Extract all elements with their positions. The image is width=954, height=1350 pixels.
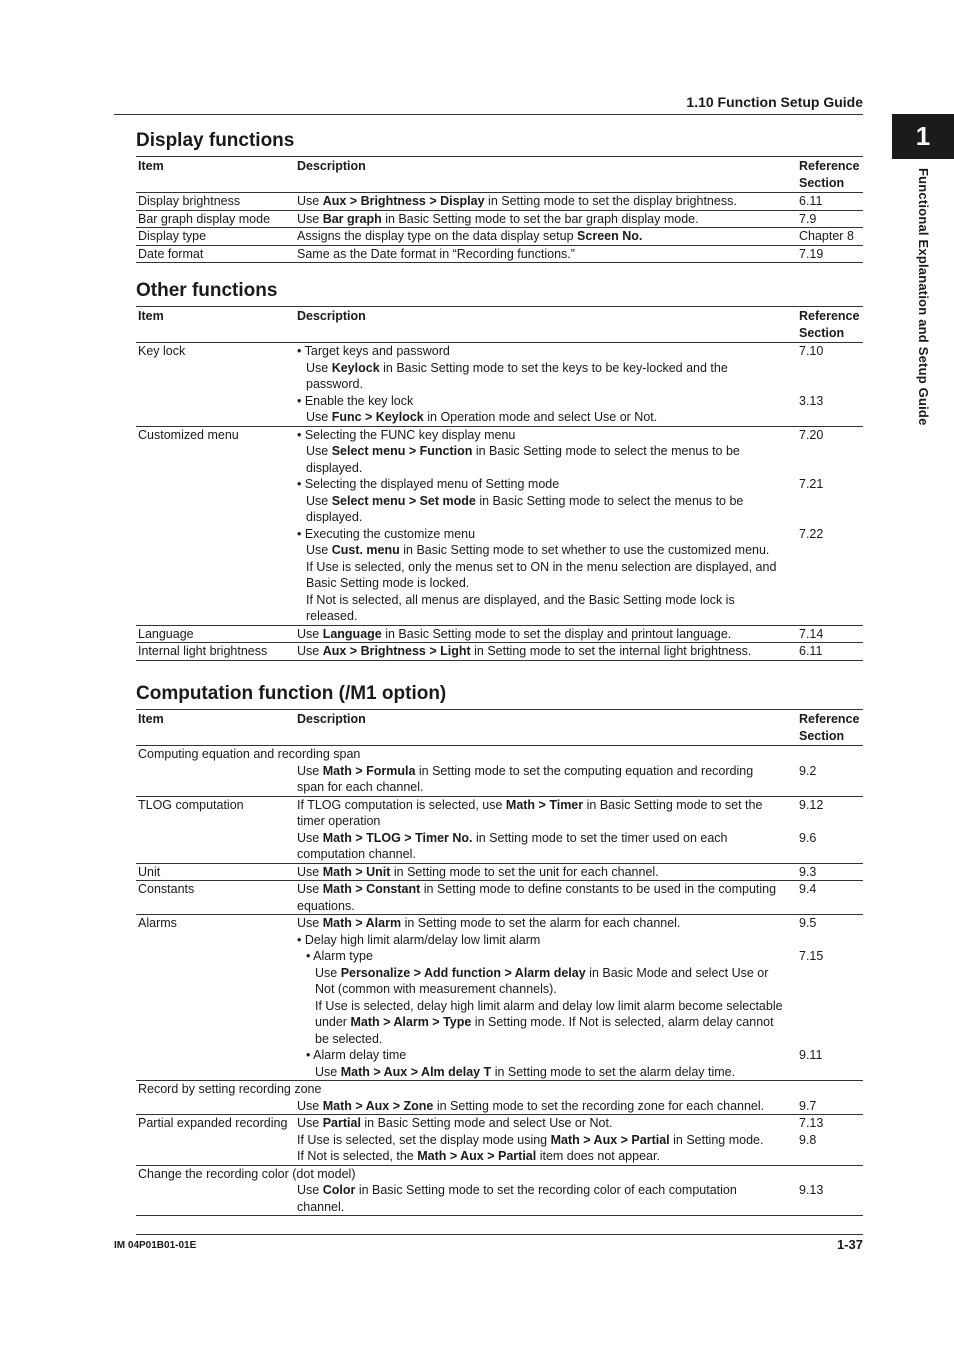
table-row: [136, 1182, 863, 1199]
table-row: [136, 643, 863, 661]
table-row: [136, 1132, 863, 1149]
row-description: [295, 643, 797, 661]
row-description: [295, 526, 797, 543]
function-table: [136, 306, 863, 661]
table-row: [136, 625, 863, 643]
description-line: Assigns the display type on the data display setup Screen No.: [297, 229, 643, 243]
column-header-reference: [797, 307, 863, 343]
function-table: [136, 156, 863, 263]
row-item: Change the recording color (dot model): [138, 1166, 356, 1181]
row-reference: [797, 1031, 863, 1048]
column-header-description: Description: [295, 157, 797, 193]
row-reference: 3.13: [799, 393, 824, 408]
column-header-reference-line2: Section: [799, 728, 845, 743]
table-row: [136, 796, 863, 813]
row-description: [295, 575, 797, 592]
column-header-reference-line2: Section: [799, 175, 845, 190]
row-item: [136, 542, 295, 559]
row-reference: 9.5: [799, 916, 817, 930]
description-line: computation channel.: [297, 847, 416, 861]
chapter-tab: 1: [892, 114, 954, 159]
table-row: [136, 1031, 863, 1048]
description-line: Use Cust. menu in Basic Setting mode to set whether to use the customized menu.: [306, 543, 770, 557]
row-reference: [797, 575, 863, 592]
row-reference: 7.10: [799, 344, 824, 358]
row-description: [295, 846, 797, 863]
row-reference: Chapter 8: [797, 228, 863, 246]
row-reference: [797, 846, 863, 863]
table-row: [136, 443, 863, 460]
row-item: [136, 830, 295, 847]
row-item: [136, 526, 295, 543]
table-row: [136, 1064, 863, 1081]
row-item: [136, 393, 295, 410]
description-line: Use Aux > Brightness > Light in Setting mode to set the internal light brightness.: [297, 644, 752, 658]
row-description: [295, 881, 797, 898]
row-reference: 9.2: [799, 763, 817, 778]
description-line: Use Keylock in Basic Setting mode to set the keys to be key-locked and the: [306, 360, 728, 375]
table-row: [136, 1199, 863, 1216]
table-row: [136, 476, 863, 493]
row-reference: 9.6: [799, 830, 817, 845]
row-item: [136, 998, 295, 1015]
row-reference: [797, 509, 863, 526]
description-line: If Use is selected, delay high limit alarm and delay low limit alarm become selectable: [315, 998, 783, 1013]
row-item: [136, 360, 295, 377]
row-item: [136, 932, 295, 949]
table-row: [136, 592, 863, 609]
row-reference: 9.8: [799, 1132, 817, 1147]
row-description: [295, 426, 797, 443]
section-title: Computation function (/M1 option): [136, 683, 447, 704]
row-item: [136, 948, 295, 965]
row-description: [295, 493, 797, 510]
description-line: • Selecting the displayed menu of Setting mode: [297, 477, 560, 491]
column-header-reference: [797, 710, 863, 746]
row-reference: [797, 965, 863, 982]
row-item: [136, 1132, 295, 1149]
column-header-reference-line1: Reference: [799, 309, 860, 323]
row-item: [136, 559, 295, 576]
row-item: [136, 1148, 295, 1165]
description-line: Use Func > Keylock in Operation mode and select Use or Not.: [306, 410, 658, 424]
row-reference: 9.7: [797, 1098, 863, 1115]
running-header: 1.10 Function Setup Guide: [686, 94, 863, 110]
row-reference: [797, 898, 863, 915]
table-row: [136, 948, 863, 965]
row-reference: 9.3: [797, 863, 863, 881]
table-row: [136, 559, 863, 576]
description-line: be selected.: [315, 1031, 383, 1046]
row-reference: [797, 376, 863, 393]
row-reference: 7.19: [797, 245, 863, 263]
table-row: [136, 746, 863, 763]
row-item: [136, 779, 295, 796]
table-row: [136, 1165, 863, 1182]
row-description: [295, 1098, 797, 1115]
table-row: [136, 526, 863, 543]
table-row: [136, 779, 863, 796]
column-header-item: Item: [136, 307, 295, 343]
row-description: [295, 509, 797, 526]
document-id: IM 04P01B01-01E: [114, 1240, 197, 1251]
row-item: [136, 409, 295, 426]
description-line: span for each channel.: [297, 780, 424, 794]
row-item: [136, 846, 295, 863]
section-computation-function: [136, 683, 863, 1216]
table-row: [136, 493, 863, 510]
row-item: [136, 763, 295, 780]
table-row: [136, 981, 863, 998]
row-reference: 7.20: [799, 427, 824, 442]
row-description: [295, 898, 797, 915]
row-reference: [797, 1064, 863, 1081]
row-reference: [797, 813, 863, 830]
row-reference: [797, 409, 863, 426]
row-reference: 7.13: [799, 1116, 824, 1130]
row-item: [136, 376, 295, 393]
description-line: If Not is selected, the Math > Aux > Partial item does not appear.: [297, 1149, 660, 1163]
row-reference: 7.15: [799, 949, 824, 963]
row-reference: 7.14: [797, 625, 863, 643]
row-item: [136, 443, 295, 460]
row-reference: [797, 542, 863, 559]
description-line: Use Color in Basic Setting mode to set the recording color of each computation: [297, 1183, 737, 1197]
row-item: [136, 592, 295, 609]
row-item: TLOG computation: [138, 797, 244, 812]
table-row: [136, 509, 863, 526]
description-line: Use Math > Constant in Setting mode to define constants to be used in the computing: [297, 882, 777, 896]
description-line: Use Math > Formula in Setting mode to set the computing equation and recording: [297, 763, 754, 778]
description-line: If TLOG computation is selected, use Math > Timer in Basic Setting mode to set the: [297, 797, 763, 812]
column-header-item: Item: [136, 157, 295, 193]
table-row: [136, 210, 863, 228]
row-item: [136, 1031, 295, 1048]
row-reference: [797, 998, 863, 1015]
column-header-reference-line1: Reference: [799, 159, 860, 173]
row-reference: [797, 360, 863, 377]
description-line: displayed.: [306, 510, 363, 524]
table-row: [136, 409, 863, 426]
row-description: [295, 393, 797, 410]
table-row: [136, 763, 863, 780]
row-reference: [797, 608, 863, 625]
table-row: [136, 898, 863, 915]
table-row: [136, 393, 863, 410]
row-description: [295, 210, 797, 228]
row-item: [136, 509, 295, 526]
description-line: Use Select menu > Set mode in Basic Setting mode to select the menus to be: [306, 493, 744, 508]
row-reference: [797, 559, 863, 576]
table-row: [136, 1098, 863, 1115]
description-line: equations.: [297, 898, 355, 913]
row-reference: 9.4: [799, 882, 817, 896]
row-description: [295, 1031, 797, 1048]
row-description: [295, 1115, 797, 1132]
row-description: [295, 932, 797, 949]
section-title: Display functions: [136, 130, 295, 151]
row-description: [295, 948, 797, 965]
section-display-functions: [136, 130, 863, 263]
row-description: [295, 813, 797, 830]
row-item: Customized menu: [138, 427, 239, 442]
row-description: [295, 981, 797, 998]
table-row: [136, 193, 863, 211]
table-row: [136, 932, 863, 949]
description-line: If Not is selected, all menus are displayed, and the Basic Setting mode lock is: [306, 592, 735, 607]
table-row: [136, 846, 863, 863]
function-table: [136, 709, 863, 1216]
row-description: [295, 608, 797, 625]
row-description: [295, 965, 797, 982]
row-reference: [797, 592, 863, 609]
description-line: • Delay high limit alarm/delay low limit alarm: [297, 932, 541, 947]
footer-rule: [136, 1234, 863, 1235]
table-row: [136, 915, 863, 932]
row-description: [295, 343, 797, 360]
row-item: [136, 476, 295, 493]
row-reference: [797, 493, 863, 510]
table-row: [136, 863, 863, 881]
row-reference: 9.11: [799, 1048, 823, 1062]
row-item: [136, 1098, 295, 1115]
row-reference: [797, 981, 863, 998]
row-item: [136, 965, 295, 982]
table-row: [136, 376, 863, 393]
description-line: Use Math > TLOG > Timer No. in Setting mode to set the timer used on each: [297, 830, 728, 845]
row-item: Language: [136, 625, 295, 643]
row-item: Constants: [138, 882, 195, 896]
row-reference: [797, 460, 863, 477]
description-line: • Selecting the FUNC key display menu: [297, 427, 516, 442]
table-row: [136, 1014, 863, 1031]
row-description: [295, 376, 797, 393]
row-description: [295, 1132, 797, 1149]
table-row: [136, 542, 863, 559]
row-description: [295, 915, 797, 932]
row-description: [295, 228, 797, 246]
row-item: Alarms: [138, 916, 177, 930]
table-row: [136, 813, 863, 830]
row-item: Key lock: [138, 344, 186, 358]
row-description: [295, 863, 797, 881]
description-line: timer operation: [297, 814, 381, 828]
section-title: Other functions: [136, 280, 278, 301]
row-description: [295, 1047, 797, 1064]
row-description: [295, 1148, 797, 1165]
description-line: • Enable the key lock: [297, 393, 414, 408]
row-description: [295, 245, 797, 263]
row-reference: 9.13: [799, 1183, 824, 1197]
description-line: • Executing the customize menu: [297, 526, 476, 541]
row-item: [136, 813, 295, 830]
table-row: [136, 426, 863, 443]
table-row: [136, 1081, 863, 1098]
description-line: Use Math > Alarm in Setting mode to set the alarm for each channel.: [297, 916, 681, 930]
row-item: Partial expanded recording: [138, 1116, 288, 1130]
table-row: [136, 343, 863, 360]
row-description: [295, 409, 797, 426]
table-row: [136, 881, 863, 898]
row-description: [295, 360, 797, 377]
row-item: [136, 460, 295, 477]
column-header-item: Item: [136, 710, 295, 746]
row-item: [136, 981, 295, 998]
row-description: [295, 796, 797, 813]
column-header-description: Description: [295, 307, 797, 343]
description-line: Use Math > Aux > Zone in Setting mode to set the recording zone for each channel.: [297, 1098, 765, 1113]
row-item: [136, 1064, 295, 1081]
row-description: [295, 542, 797, 559]
page-number: 1-37: [836, 1237, 863, 1252]
row-item: Display brightness: [136, 193, 295, 211]
row-item: Internal light brightness: [136, 643, 295, 661]
description-line: Use Select menu > Function in Basic Setting mode to select the menus to be: [306, 444, 740, 458]
table-row: [136, 228, 863, 246]
row-item: Bar graph display mode: [136, 210, 295, 228]
description-line: released.: [306, 609, 358, 623]
description-line: Not (common with measurement channels).: [315, 982, 557, 996]
row-description: [295, 443, 797, 460]
description-line: password.: [306, 377, 363, 391]
column-header-reference-line2: Section: [799, 325, 845, 340]
table-row: [136, 575, 863, 592]
description-line: Use Partial in Basic Setting mode and select Use or Not.: [297, 1116, 613, 1130]
column-header-description: Description: [295, 710, 797, 746]
row-reference: 7.21: [799, 477, 824, 491]
section-other-functions: [136, 280, 863, 661]
row-description: [295, 193, 797, 211]
row-item: [136, 493, 295, 510]
description-line: • Target keys and password: [297, 344, 450, 358]
description-line: Same as the Date format in “Recording functions.”: [297, 246, 575, 261]
row-item: [136, 608, 295, 625]
row-description: [295, 779, 797, 796]
table-row: [136, 245, 863, 263]
row-reference: [797, 443, 863, 460]
description-line: Use Language in Basic Setting mode to set the display and printout language.: [297, 626, 732, 641]
row-description: [295, 592, 797, 609]
table-row: [136, 1148, 863, 1165]
row-item: Display type: [136, 228, 295, 246]
header-rule: [114, 114, 863, 115]
table-row: [136, 998, 863, 1015]
description-line: Basic Setting mode is locked.: [306, 576, 470, 590]
row-item: [136, 575, 295, 592]
table-row: [136, 965, 863, 982]
table-row: [136, 1115, 863, 1132]
row-description: [295, 460, 797, 477]
row-item: Unit: [136, 863, 295, 881]
row-item: Record by setting recording zone: [138, 1082, 322, 1096]
table-row: [136, 360, 863, 377]
row-reference: [797, 932, 863, 949]
description-line: Use Personalize > Add function > Alarm delay in Basic Mode and select Use or: [315, 965, 769, 980]
row-description: [295, 998, 797, 1015]
row-description: [295, 476, 797, 493]
row-item: [136, 1014, 295, 1031]
row-description: [295, 559, 797, 576]
description-line: If Use is selected, set the display mode using Math > Aux > Partial in Setting mode.: [297, 1132, 764, 1147]
row-description: [295, 1014, 797, 1031]
row-description: [295, 830, 797, 847]
table-row: [136, 1047, 863, 1064]
description-line: • Alarm delay time: [306, 1048, 407, 1062]
row-description: [295, 1064, 797, 1081]
row-reference: 6.11: [797, 643, 863, 661]
column-header-reference: [797, 157, 863, 193]
row-reference: [797, 1199, 863, 1216]
description-line: displayed.: [306, 460, 363, 475]
description-line: • Alarm type: [306, 949, 373, 963]
table-row: [136, 608, 863, 625]
description-line: Use Math > Unit in Setting mode to set the unit for each channel.: [297, 864, 659, 879]
description-line: channel.: [297, 1199, 345, 1214]
description-line: If Use is selected, only the menus set to ON in the menu selection are displayed, and: [306, 559, 777, 574]
row-reference: [797, 1148, 863, 1165]
row-description: [295, 763, 797, 780]
row-item: Computing equation and recording span: [138, 747, 361, 761]
table-row: [136, 830, 863, 847]
row-item: [136, 1182, 295, 1199]
row-reference: [797, 779, 863, 796]
row-description: [295, 625, 797, 643]
row-item: Date format: [136, 245, 295, 263]
row-item: [136, 1199, 295, 1216]
row-reference: 9.12: [799, 797, 824, 812]
row-reference: 7.9: [797, 210, 863, 228]
row-item: [136, 1047, 295, 1064]
description-line: Use Math > Aux > Alm delay T in Setting mode to set the alarm delay time.: [315, 1064, 736, 1079]
row-description: [295, 1199, 797, 1216]
description-line: Use Aux > Brightness > Display in Setting mode to set the display brightness.: [297, 194, 737, 208]
description-line: Use Bar graph in Basic Setting mode to set the bar graph display mode.: [297, 211, 699, 226]
row-reference: 6.11: [797, 193, 863, 211]
row-reference: [797, 1014, 863, 1031]
chapter-side-label: Functional Explanation and Setup Guide: [916, 168, 931, 426]
column-header-reference-line1: Reference: [799, 712, 860, 726]
description-line: under Math > Alarm > Type in Setting mode. If Not is selected, alarm delay cannot: [315, 1015, 774, 1029]
row-reference: 7.22: [799, 526, 824, 541]
row-item: [136, 898, 295, 915]
row-description: [295, 1182, 797, 1199]
table-row: [136, 460, 863, 477]
